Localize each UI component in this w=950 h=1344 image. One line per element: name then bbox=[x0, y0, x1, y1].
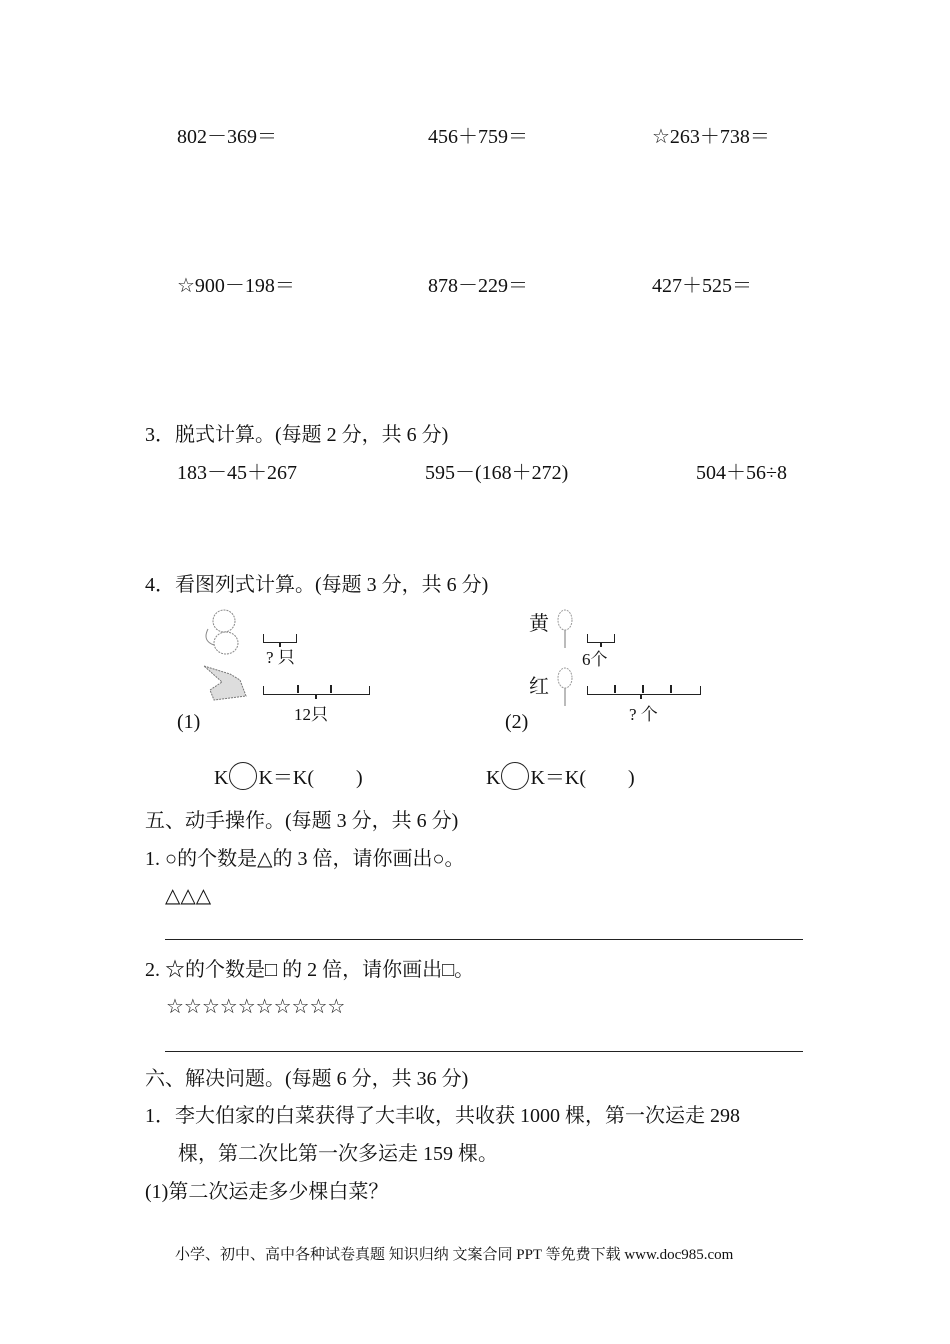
answer-line[interactable] bbox=[165, 1051, 803, 1052]
q3-item: 183－45＋267 bbox=[177, 462, 297, 484]
brace-monkey bbox=[263, 634, 297, 643]
label-rabbit: 12只 bbox=[294, 705, 328, 724]
q3-item: 595－(168＋272) bbox=[425, 462, 569, 484]
calc-item: 802－369＝ bbox=[177, 126, 277, 148]
calc-item: ☆900－198＝ bbox=[177, 275, 295, 297]
operator-circle[interactable] bbox=[229, 762, 257, 790]
triangles: △△△ bbox=[165, 885, 212, 907]
balloon-icon bbox=[555, 666, 575, 710]
calc-item: ☆263＋738＝ bbox=[652, 126, 770, 148]
stars: ☆☆☆☆☆☆☆☆☆☆ bbox=[166, 996, 346, 1018]
q3-title: 3．脱式计算。(每题 2 分，共 6 分) bbox=[145, 424, 449, 446]
s6-title: 六、解决问题。(每题 6 分，共 36 分) bbox=[145, 1068, 469, 1090]
brace-rabbit bbox=[263, 686, 370, 695]
q4-title: 4．看图列式计算。(每题 3 分，共 6 分) bbox=[145, 574, 489, 596]
answer-line[interactable] bbox=[165, 939, 803, 940]
formula-1: K K＝K( ) bbox=[214, 762, 363, 790]
p2-label: (2) bbox=[505, 711, 529, 733]
s5-q2: 2. ☆的个数是□ 的 2 倍，请你画出□。 bbox=[145, 959, 475, 981]
brace-yellow bbox=[587, 634, 615, 643]
calc-item: 456＋759＝ bbox=[428, 126, 528, 148]
s6-q1-line1: 1．李大伯家的白菜获得了大丰收，共收获 1000 棵，第一次运走 298 bbox=[145, 1105, 740, 1127]
balloon-icon bbox=[555, 608, 575, 652]
calc-item: 427＋525＝ bbox=[652, 275, 752, 297]
s6-q1-sub1: (1)第二次运走多少棵白菜？ bbox=[145, 1181, 389, 1203]
formula-2: K K＝K( ) bbox=[486, 762, 635, 790]
footer: 小学、初中、高中各种试卷真题 知识归纳 文案合同 PPT 等免费下载 www.doc985.com bbox=[175, 1247, 734, 1263]
label-monkey: ? 只 bbox=[266, 648, 295, 667]
p1-label: (1) bbox=[177, 711, 201, 733]
label-red: ? 个 bbox=[629, 705, 658, 724]
operator-circle[interactable] bbox=[501, 762, 529, 790]
s5-q1: 1. ○的个数是△的 3 倍，请你画出○。 bbox=[145, 848, 465, 870]
s5-title: 五、动手操作。(每题 3 分，共 6 分) bbox=[145, 810, 459, 832]
q3-item: 504＋56÷8 bbox=[696, 462, 787, 484]
calc-item: 878－229＝ bbox=[428, 275, 528, 297]
rabbit-icon bbox=[200, 660, 255, 702]
monkey-icon bbox=[200, 607, 248, 657]
yellow-label: 黄 bbox=[529, 613, 549, 635]
brace-red bbox=[587, 686, 701, 695]
label-yellow: 6个 bbox=[582, 650, 608, 669]
red-label: 红 bbox=[529, 676, 549, 698]
s6-q1-line2: 棵，第二次比第一次多运走 159 棵。 bbox=[178, 1143, 498, 1165]
